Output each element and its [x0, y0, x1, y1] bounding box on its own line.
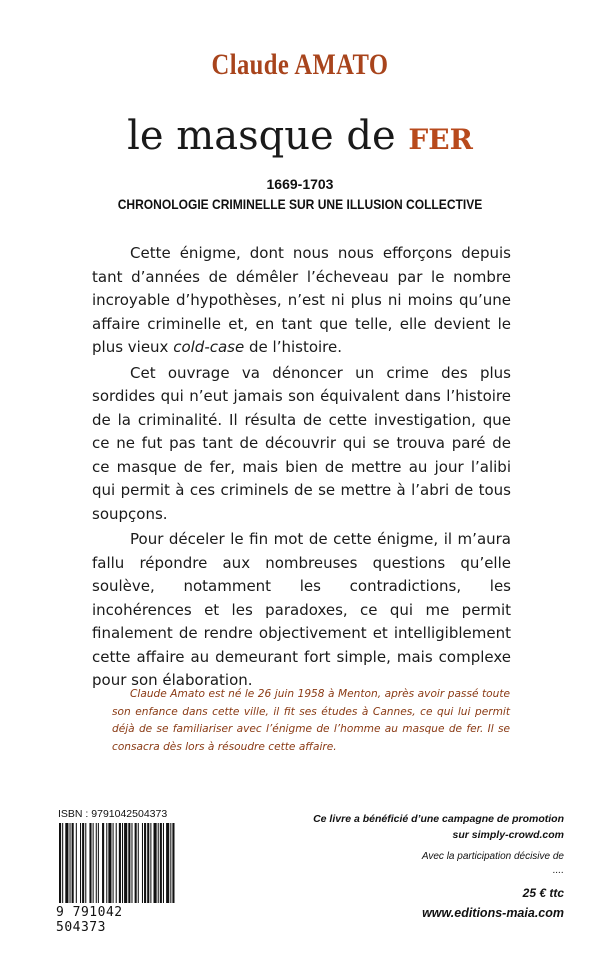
barcode-bar: [128, 823, 130, 903]
author-bio: Claude Amato est né le 26 juin 1958 à Menton, après avoir passé toute son enfance dans cette ville, il fit ses études à Cannes, ce qui lui permit déjà de se familiariser avec l’énigme de l’homme au masque de fer. Il se consacra dès lors à résoudre cette affaire.: [112, 688, 510, 753]
barcode-bar: [72, 823, 74, 903]
book-years: 1669-1703: [266, 176, 334, 192]
summary-p1-start: Cette énigme, dont nous nous efforçons depuis tant d’années de démêler l’écheveau par le nombre incroyable d’hypothèses, n’est ni plus ni moins qu’une affaire criminelle et, en tant que telle, elle devient le plus vieux: [92, 244, 511, 356]
isbn-label: ISBN : 9791042504373: [58, 808, 168, 820]
barcode-bar: [135, 823, 137, 903]
barcode-bar: [119, 823, 121, 903]
barcode-bar: [82, 823, 84, 903]
barcode-bar: [96, 823, 97, 903]
barcode-bar: [106, 823, 107, 903]
publisher-website: www.editions-maia.com: [422, 906, 564, 920]
partner-note: [300, 850, 564, 878]
barcode-bar: [76, 823, 77, 903]
barcode-bar: [122, 823, 123, 903]
barcode-bar: [172, 823, 174, 903]
summary-paragraph-3: Pour déceler le fin mot de cette énigme, il m’aura fallu répondre aux nombreuses questions qu’elle soulève, notamment les contradictions, les incohérences et les paradoxes, ce qui me permit finalement de rendre objectivement et intelligiblement cette affaire au demeurant fort simple, mais complexe pour son élaboration.: [92, 530, 511, 689]
barcode-bar: [70, 823, 71, 903]
barcode-bar: [113, 823, 114, 903]
barcode-bar: [170, 823, 171, 903]
barcode-bar: [65, 823, 68, 903]
price: 25 € ttc: [522, 886, 564, 900]
summary-paragraph-2: Cet ouvrage va dénoncer un crime des plus sordides qui n’eut jamais son équivalent dans l’histoire de la criminalité. Il résulta de cette investigation, que ce ne fut pas tant de découvrir qui se trouva paré de ce masque de fer, mais bien de mettre au jour l’alibi qui permit à ces criminels de se mettre à l’abri de tous soupçons.: [92, 363, 511, 523]
barcode-bar: [108, 823, 111, 903]
barcode-bar: [131, 823, 132, 903]
book-title: [0, 112, 600, 159]
barcode-bar: [163, 823, 164, 903]
barcode-bar: [80, 823, 81, 903]
barcode-bar: [147, 823, 149, 903]
barcode-bar: [85, 823, 86, 903]
summary-paragraph-1: [92, 242, 511, 360]
barcode-bar: [150, 823, 151, 903]
barcode-bar: [158, 823, 159, 903]
summary-p1-italic: cold-case: [173, 338, 245, 356]
barcode-digits: 9 791042 504373: [56, 905, 178, 935]
barcode-bar: [144, 823, 146, 903]
barcode-bar: [98, 823, 99, 903]
barcode-bar: [166, 823, 169, 903]
barcode-bar: [116, 823, 117, 903]
barcode-bar: [59, 823, 61, 903]
barcode-bar: [93, 823, 94, 903]
book-subtitle: CHRONOLOGIE CRIMINELLE SUR UNE ILLUSION COLLECTIVE: [117, 196, 483, 212]
barcode-bar: [138, 823, 139, 903]
barcode-bar: [124, 823, 127, 903]
author-name: Claude AMATO: [211, 48, 389, 81]
barcode-bar: [89, 823, 91, 903]
barcode-bar: [62, 823, 63, 903]
promo-line-1: Ce livre a bénéficié d’une campagne de promotion: [313, 813, 564, 825]
barcode-bar: [142, 823, 143, 903]
title-main: le masque de: [127, 113, 409, 159]
partner-line-1: Avec la participation décisive de: [421, 851, 564, 862]
promo-note: [300, 811, 564, 843]
partner-line-2: ....: [552, 865, 564, 876]
barcode-bar: [102, 823, 104, 903]
barcode-bar: [154, 823, 157, 903]
barcode-bar: [160, 823, 162, 903]
summary-text: [92, 242, 511, 693]
summary-p1-end: de l’histoire.: [244, 338, 343, 356]
promo-line-2: sur simply-crowd.com: [452, 829, 564, 841]
title-accent: fer: [408, 112, 473, 159]
